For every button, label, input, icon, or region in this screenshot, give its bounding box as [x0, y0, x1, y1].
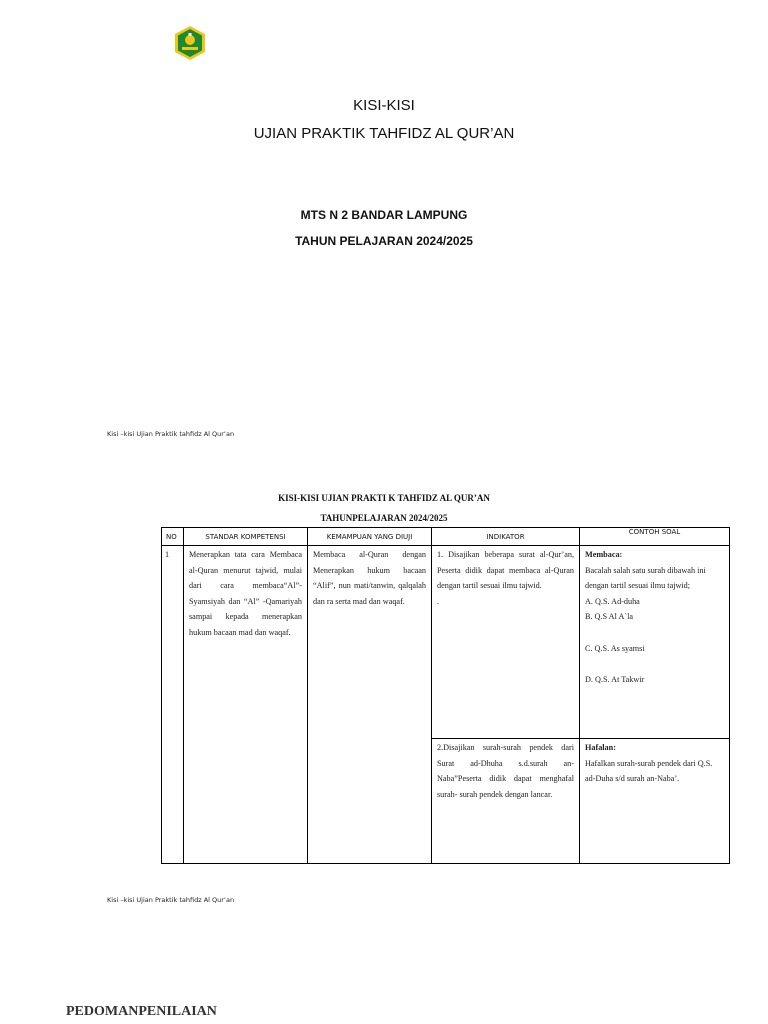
soal-membaca-intro: Bacalah salah satu surah dibawah ini dengan tartil sesuai ilmu tajwid; [585, 565, 706, 590]
header-standar-kompetensi: STANDAR KOMPETENSI [184, 528, 308, 546]
pedoman-penilaian-heading: PEDOMANPENILAIAN [66, 1004, 217, 1019]
soal-option-c: C. Q.S. As syamsi [585, 643, 645, 653]
document-title: KISI-KISI [353, 97, 415, 114]
contoh-soal-1-cell [580, 546, 730, 739]
header-no: NO [162, 528, 184, 546]
kemenag-logo [172, 25, 208, 61]
header-kemampuan: KEMAMPUAN YANG DIUJI [308, 528, 432, 546]
header-indikator: INDIKATOR [432, 528, 580, 546]
row-number: 1 [162, 546, 184, 864]
kemampuan-cell: Membaca al-Quran dengan Menerapkan hukum bacaan “Alif”, nun mati/tanwin, qalqalah dan ra serta mad dan waqaf. [308, 546, 432, 864]
table-caption-title: KISI-KISI UJIAN PRAKTI K TAHFIDZ AL QUR’AN [278, 493, 490, 503]
indikator-2-cell: 2.Disajikan surah-surah pendek dari Surat ad-Dhuha s.d.surah an-Naba”Peserta didik dapat menghafal surah- surah pendek dengan lancar. [432, 739, 580, 864]
soal-option-a: A. Q.S. Ad-duha [585, 596, 640, 606]
page-footer: Kisi –kisi Ujian Praktik tahfidz Al Qur’an [107, 430, 235, 438]
contoh-soal-2-cell [580, 739, 730, 864]
indikator-1-dot: . [437, 596, 440, 606]
soal-option-d: D. Q.S. At Takwir [585, 675, 645, 684]
header-contoh-soal: CONTOH SOAL [580, 528, 730, 546]
soal-membaca-heading: Membaca: [585, 550, 623, 559]
soal-hafalan-heading: Hafalan: [585, 743, 616, 752]
table-row [162, 546, 730, 739]
academic-year: TAHUN PELAJARAN 2024/2025 [295, 234, 473, 248]
indikator-1-text: 1. Disajikan beberapa surat al-Qur’an, Peserta didik dapat membaca al-Quran dengan tartil sesuai ilmu tajwid. [437, 550, 574, 590]
soal-hafalan-text: Hafalkan surah-surah pendek dari Q.S. ad-Duha s/d surah an-Naba’. [585, 758, 713, 783]
indikator-1-cell [432, 546, 580, 739]
table-caption-year: TAHUNPELAJARAN 2024/2025 [320, 513, 448, 523]
page-footer: Kisi –kisi Ujian Praktik tahfidz Al Qur’an [107, 896, 235, 904]
school-name: MTS N 2 BANDAR LAMPUNG [300, 208, 468, 222]
soal-option-b: B. Q.S Al A`la [585, 612, 633, 621]
table-header-row [162, 528, 730, 546]
document-subtitle: UJIAN PRAKTIK TAHFIDZ AL QUR’AN [253, 125, 515, 142]
standar-kompetensi-cell: Menerapkan tata cara Membaca al-Quran menurut tajwid, mulai dari cara membaca“Al”- Syamsiyah dan “Al” -Qamariyah sampai kepada menerapkan hukum bacaan mad dan waqaf. [184, 546, 308, 864]
kisi-kisi-table [161, 527, 730, 864]
